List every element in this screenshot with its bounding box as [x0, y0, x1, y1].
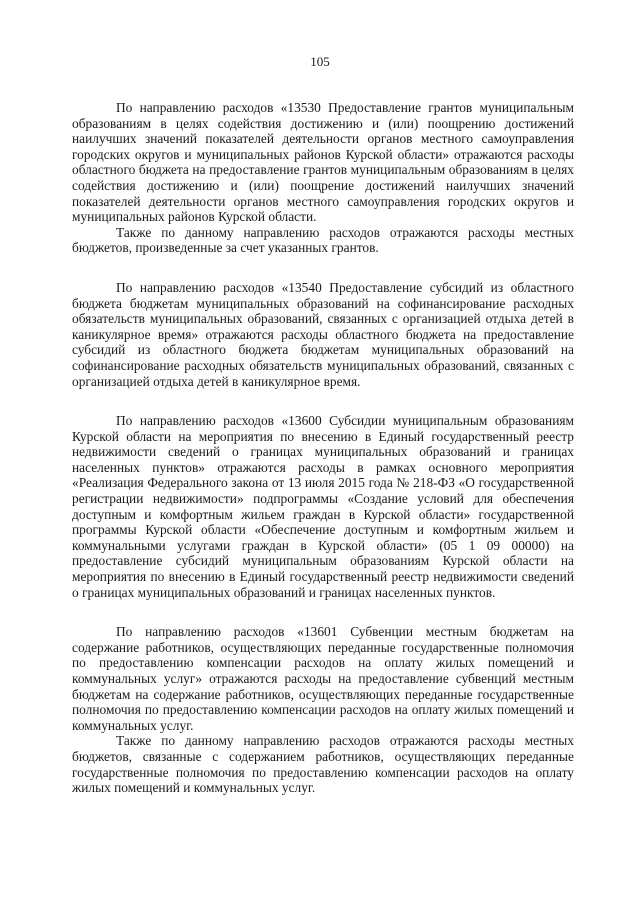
paragraph: По направлению расходов «13530 Предоставление грантов муниципальным образованиям в целях содействия достижению и (или) поощрению достижений наилучших значений показателей деятельности органов местного самоуправления городских округов и муниципальных районов Курской области» отражаются расходы областного бюджета на предоставление грантов муниципальным образованиям в целях содействия достижению и (или) поощрение достижений наилучших значений показателей деятельности органов местного самоуправления городских округов и муниципальных районов Курской области. — [72, 100, 574, 225]
section-13601 — [72, 624, 574, 796]
paragraph: По направлению расходов «13600 Субсидии муниципальным образованиям Курской области на мероприятия по внесению в Единый государственный реестр недвижимости сведений о границах муниципальных образований и границах населенных пунктов» отражаются расходы в рамках основного мероприятия «Реализация Федерального закона от 13 июля 2015 года № 218-ФЗ «О государственной регистрации недвижимости» подпрограммы «Создание условий для обеспечения доступным и комфортным жильем граждан в Курской области» государственной программы Курской области «Обеспечение доступным и комфортным жильем и коммунальными услугами граждан в Курской области» (05 1 09 00000) на предоставление субсидий муниципальным образованиям Курской области на мероприятия по внесению в Единый государственный реестр недвижимости сведений о границах муниципальных образований и границах населенных пунктов. — [72, 413, 574, 600]
section-13530 — [72, 100, 574, 256]
paragraph: Также по данному направлению расходов отражаются расходы местных бюджетов, произведенные за счет указанных грантов. — [72, 224, 574, 256]
document-body — [72, 100, 574, 796]
page-number: 105 — [310, 54, 330, 69]
section-13600 — [72, 413, 574, 600]
paragraph: По направлению расходов «13601 Субвенции местным бюджетам на содержание работников, осуществляющих переданные государственные полномочия по предоставлению компенсации расходов на оплату жилых помещений и коммунальных услуг» отражаются расходы на предоставление субвенций местным бюджетам на содержание работников, осуществляющих переданные государственные полномочия по предоставлению компенсации расходов на оплату жилых помещений и коммунальных услуг. — [72, 624, 574, 733]
section-spacer — [72, 389, 574, 413]
paragraph: По направлению расходов «13540 Предоставление субсидий из областного бюджета бюджетам муниципальных образований на софинансирование расходных обязательств муниципальных образований, связанных с организацией отдыха детей в каникулярное время» отражаются расходы областного бюджета на предоставление субсидий из областного бюджета бюджетам муниципальных образований на софинансирование расходных обязательств муниципальных образований, связанных с организацией отдыха детей в каникулярное время. — [72, 279, 574, 389]
section-13540 — [72, 280, 574, 389]
paragraph: Также по данному направлению расходов отражаются расходы местных бюджетов, связанные с содержанием работников, осуществляющих переданные государственные полномочия по предоставлению компенсации расходов на оплату жилых помещений и коммунальных услуг. — [72, 733, 574, 796]
section-spacer — [72, 256, 574, 280]
section-spacer — [72, 600, 574, 624]
